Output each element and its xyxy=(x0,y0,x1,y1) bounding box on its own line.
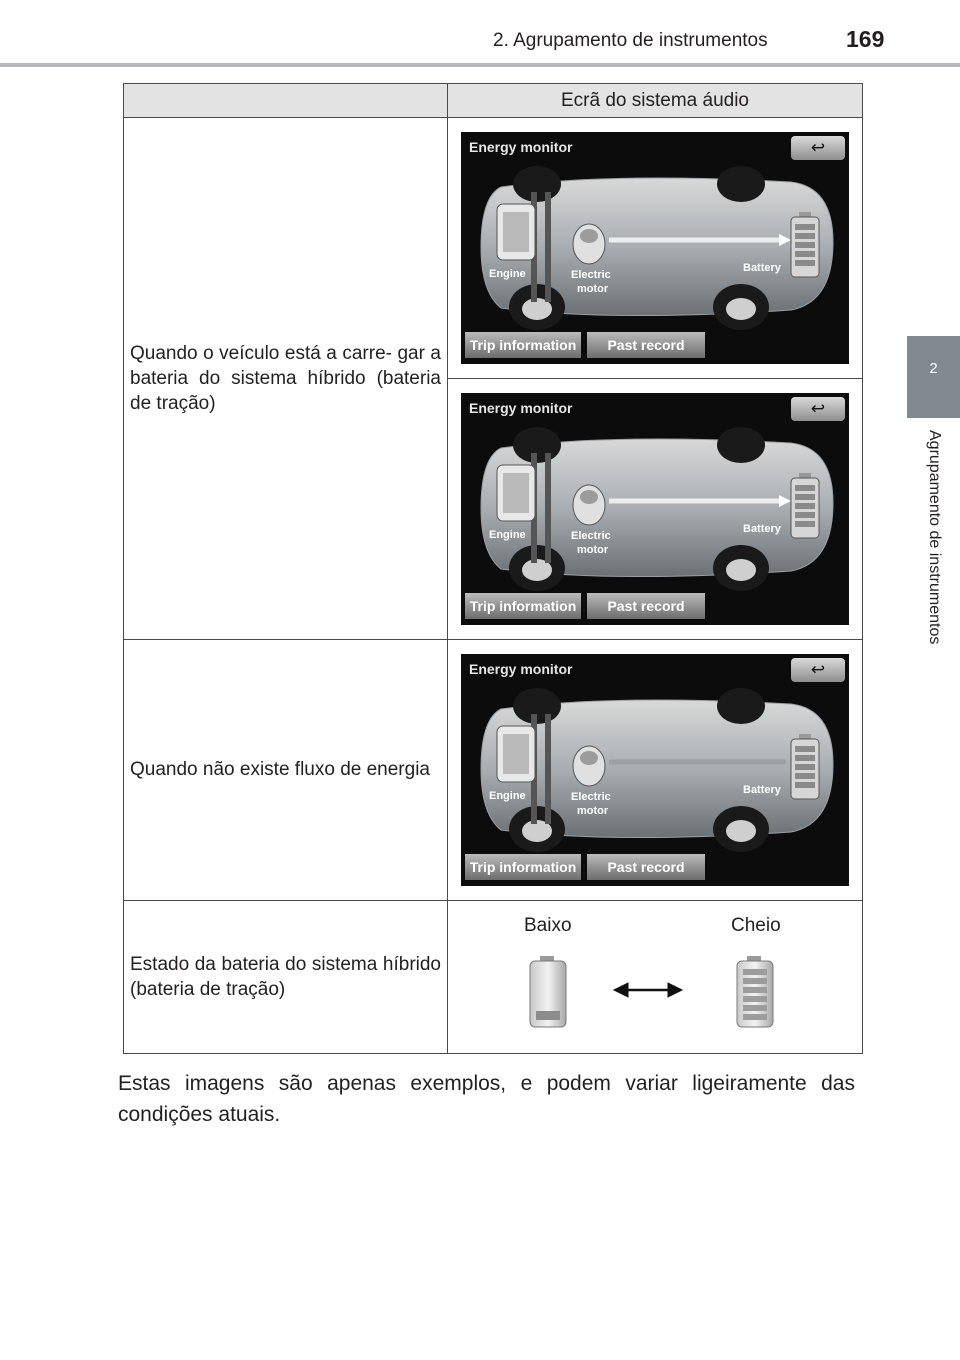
table-row xyxy=(124,901,863,1054)
electric-motor-icon xyxy=(573,746,605,786)
hybrid-car-diagram xyxy=(461,132,849,364)
screen-cell xyxy=(448,118,863,379)
battery-label: Battery xyxy=(743,523,781,535)
electric-motor-label-line2: motor xyxy=(577,544,609,556)
trip-information-button[interactable]: Trip information xyxy=(465,593,581,619)
engine-label: Engine xyxy=(489,268,526,280)
screen-title: Energy monitor xyxy=(469,661,573,677)
table-row xyxy=(124,640,863,901)
page-header-title: 2. Agrupamento de instrumentos xyxy=(493,30,768,51)
energy-monitor-screen xyxy=(461,654,849,886)
battery-state-graphic xyxy=(448,901,863,1053)
table-row xyxy=(124,118,863,379)
back-arrow-icon: ↩ xyxy=(810,138,826,157)
traction-battery-icon xyxy=(791,734,819,799)
engine-icon xyxy=(497,204,535,260)
engine-icon xyxy=(497,465,535,521)
footnote: Estas imagens são apenas exemplos, e podem variar ligeiramente das condições atuais. xyxy=(118,1072,855,1126)
row-description-battery-state: Estado da bateria do sistema híbrido (bateria de tração) xyxy=(124,901,448,1054)
table-header-audio-screen: Ecrã do sistema áudio xyxy=(448,84,863,118)
screen-cell xyxy=(448,640,863,901)
header-rule xyxy=(0,63,960,67)
battery-low-icon xyxy=(530,956,566,1027)
electric-motor-label-line2: motor xyxy=(577,283,609,295)
back-button[interactable] xyxy=(791,658,845,682)
table-header-row xyxy=(124,84,863,118)
battery-full-icon xyxy=(737,956,773,1027)
screen-cell xyxy=(448,379,863,640)
battery-low-label: Baixo xyxy=(524,915,572,936)
battery-full-label: Cheio xyxy=(731,915,781,936)
hybrid-car-diagram xyxy=(461,393,849,625)
screen-title: Energy monitor xyxy=(469,400,573,416)
electric-motor-label-line1: Electric xyxy=(571,269,611,281)
past-record-button[interactable]: Past record xyxy=(587,332,705,358)
row-description-no-flow: Quando não existe fluxo de energia xyxy=(124,640,448,901)
trip-information-button[interactable]: Trip information xyxy=(465,332,581,358)
engine-label: Engine xyxy=(489,790,526,802)
back-arrow-icon: ↩ xyxy=(810,399,826,418)
electric-motor-icon xyxy=(573,224,605,264)
page-number: 169 xyxy=(846,26,885,52)
chapter-tab: 2 xyxy=(907,336,960,418)
energy-monitor-table xyxy=(123,83,863,1054)
back-button[interactable] xyxy=(791,136,845,160)
energy-monitor-screen xyxy=(461,393,849,625)
engine-label: Engine xyxy=(489,529,526,541)
chapter-side-label: Agrupamento de instrumentos xyxy=(926,430,943,645)
past-record-button[interactable]: Past record xyxy=(587,854,705,880)
electric-motor-label-line1: Electric xyxy=(571,530,611,542)
electric-motor-icon xyxy=(573,485,605,525)
electric-motor-label-line2: motor xyxy=(577,805,609,817)
double-arrow-icon xyxy=(614,983,682,997)
hybrid-car-diagram xyxy=(461,654,849,886)
battery-state-cell xyxy=(448,901,863,1054)
trip-information-button[interactable]: Trip information xyxy=(465,854,581,880)
past-record-button[interactable]: Past record xyxy=(587,593,705,619)
battery-label: Battery xyxy=(743,784,781,796)
energy-monitor-screen xyxy=(461,132,849,364)
engine-icon xyxy=(497,726,535,782)
traction-battery-icon xyxy=(791,473,819,538)
back-arrow-icon: ↩ xyxy=(810,660,826,679)
screen-title: Energy monitor xyxy=(469,139,573,155)
electric-motor-label-line1: Electric xyxy=(571,791,611,803)
battery-label: Battery xyxy=(743,262,781,274)
back-button[interactable] xyxy=(791,397,845,421)
row-description-charging: Quando o veículo está a carre- gar a bateria do sistema híbrido (bateria de tração) xyxy=(124,118,448,640)
table-header-empty xyxy=(124,84,448,118)
traction-battery-icon xyxy=(791,212,819,277)
